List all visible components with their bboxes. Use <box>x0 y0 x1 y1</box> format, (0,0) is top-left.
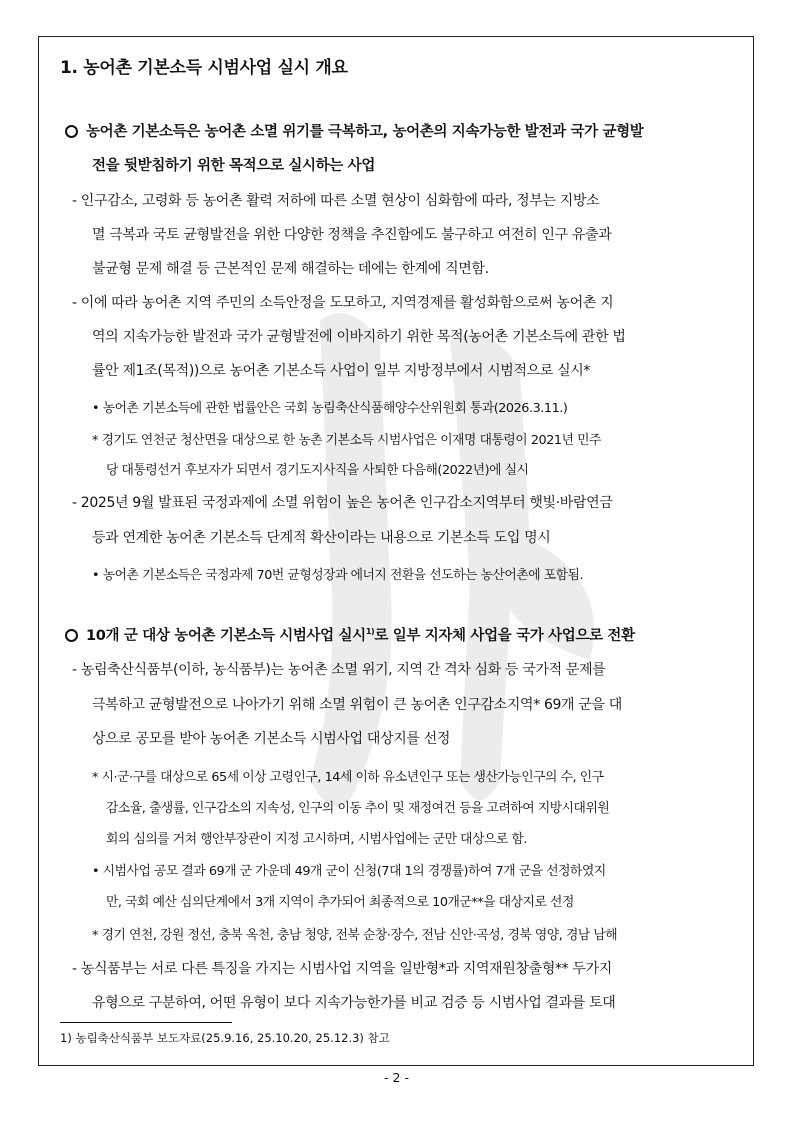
paragraph-line: 유형으로 구분하여, 어떤 유형이 보다 지속가능한가를 비교 검증 등 시범사업 결과를 토대 <box>92 995 616 1011</box>
circle-bullet-icon <box>65 125 78 138</box>
note-line: * 시·군·구를 대상으로 65세 이상 고령인구, 14세 이하 유소년인구 또는 생산가능인구의 수, 인구 <box>92 770 604 785</box>
note-line: • 농어촌 기본소득에 관한 법률안은 국회 농림축산식품해양수산위원회 통과(2026.3.11.) <box>92 401 568 416</box>
section1-title-line1: 농어촌 기본소득은 농어촌 소멸 위기를 극복하고, 농어촌의 지속가능한 발전과 국가 균형발 <box>86 124 644 140</box>
paragraph-line: - 2025년 9월 발표된 국정과제에 소멸 위험이 높은 농어촌 인구감소지역부터 햇빛·바람연금 <box>72 495 613 511</box>
paragraph-line: - 농식품부는 서로 다른 특징을 가지는 시범사업 지역을 일반형*과 지역재원창출형** 두가지 <box>72 961 612 977</box>
note-line: 당 대통령선거 후보자가 되면서 경기도지사직을 사퇴한 다음해(2022년)에 실시 <box>106 463 529 478</box>
section1-title-line2: 전을 뒷받침하기 위한 목적으로 실시하는 사업 <box>92 158 375 174</box>
paragraph-line: 상으로 공모를 받아 농어촌 기본소득 시범사업 대상지를 선정 <box>92 731 451 747</box>
section-heading: 1. 농어촌 기본소득 시범사업 실시 개요 <box>60 58 348 78</box>
paragraph-line: 멸 극복과 국토 균형발전을 위한 다양한 정책을 추진함에도 불구하고 여전히 인구 유출과 <box>92 227 612 243</box>
note-line: 감소율, 출생률, 인구감소의 지속성, 인구의 이동 추이 및 재정여건 등을 고려하여 지방시대위원 <box>106 801 610 816</box>
paragraph-line: 불균형 문제 해결 등 근본적인 문제 해결하는 데에는 한계에 직면함. <box>92 261 489 277</box>
note-line: * 경기도 연천군 청산면을 대상으로 한 농촌 기본소득 시범사업은 이재명 대통령이 2021년 민주 <box>92 433 601 448</box>
section2-title <box>86 624 635 645</box>
paragraph-line: 극복하고 균형발전으로 나아가기 위해 소멸 위험이 큰 농어촌 인구감소지역* 69개 군을 대 <box>92 697 622 713</box>
paragraph-line: 률안 제1조(목적))으로 농어촌 기본소득 사업이 일부 지방정부에서 시범적으로 실시* <box>92 363 591 379</box>
section2-title-text: 10개 군 대상 농어촌 기본소득 시범사업 실시 <box>86 628 366 644</box>
paragraph-line: - 인구감소, 고령화 등 농어촌 활력 저하에 따른 소멸 현상이 심화함에 따라, 정부는 지방소 <box>72 193 600 209</box>
note-line: 회의 심의를 거쳐 행안부장관이 지정 고시하며, 시범사업에는 군만 대상으로 함. <box>106 832 527 847</box>
paragraph-line: 역의 지속가능한 발전과 국가 균형발전에 이바지하기 위한 목적(농어촌 기본소득에 관한 법 <box>92 329 626 345</box>
page-number: - 2 - <box>384 1070 409 1085</box>
footnote-ref: 1) <box>365 627 375 637</box>
note-line: * 경기 연천, 강원 정선, 충북 옥천, 충남 청양, 전북 순창·장수, 전남 신안·곡성, 경북 영양, 경남 남해 <box>92 928 618 943</box>
paragraph-line: - 이에 따라 농어촌 지역 주민의 소득안정을 도모하고, 지역경제를 활성화함으로써 농어촌 지 <box>72 295 614 311</box>
paragraph-line: - 농림축산식품부(이하, 농식품부)는 농어촌 소멸 위기, 지역 간 격차 심화 등 국가적 문제를 <box>72 662 606 678</box>
circle-bullet-icon <box>65 629 78 642</box>
note-line: • 시범사업 공모 결과 69개 군 가운데 49개 군이 신청(7대 1의 경쟁률)하여 7개 군을 선정하였지 <box>92 864 606 879</box>
paragraph-line: 등과 연계한 농어촌 기본소득 단계적 확산이라는 내용으로 기본소득 도입 명시 <box>92 530 551 546</box>
footnote: 1) 농림축산식품부 보도자료(25.9.16, 25.10.20, 25.12.3) 참고 <box>60 1031 390 1045</box>
note-line: 만, 국회 예산 심의단계에서 3개 지역이 추가되어 최종적으로 10개군**을 대상지로 선정 <box>106 895 574 910</box>
note-line: • 농어촌 기본소득은 국정과제 70번 균형성장과 에너지 전환을 선도하는 농산어촌에 포함됨. <box>92 568 584 583</box>
section2-title-text: 로 일부 지자체 사업을 국가 사업으로 전환 <box>374 628 635 644</box>
footnote-divider <box>60 1022 232 1023</box>
